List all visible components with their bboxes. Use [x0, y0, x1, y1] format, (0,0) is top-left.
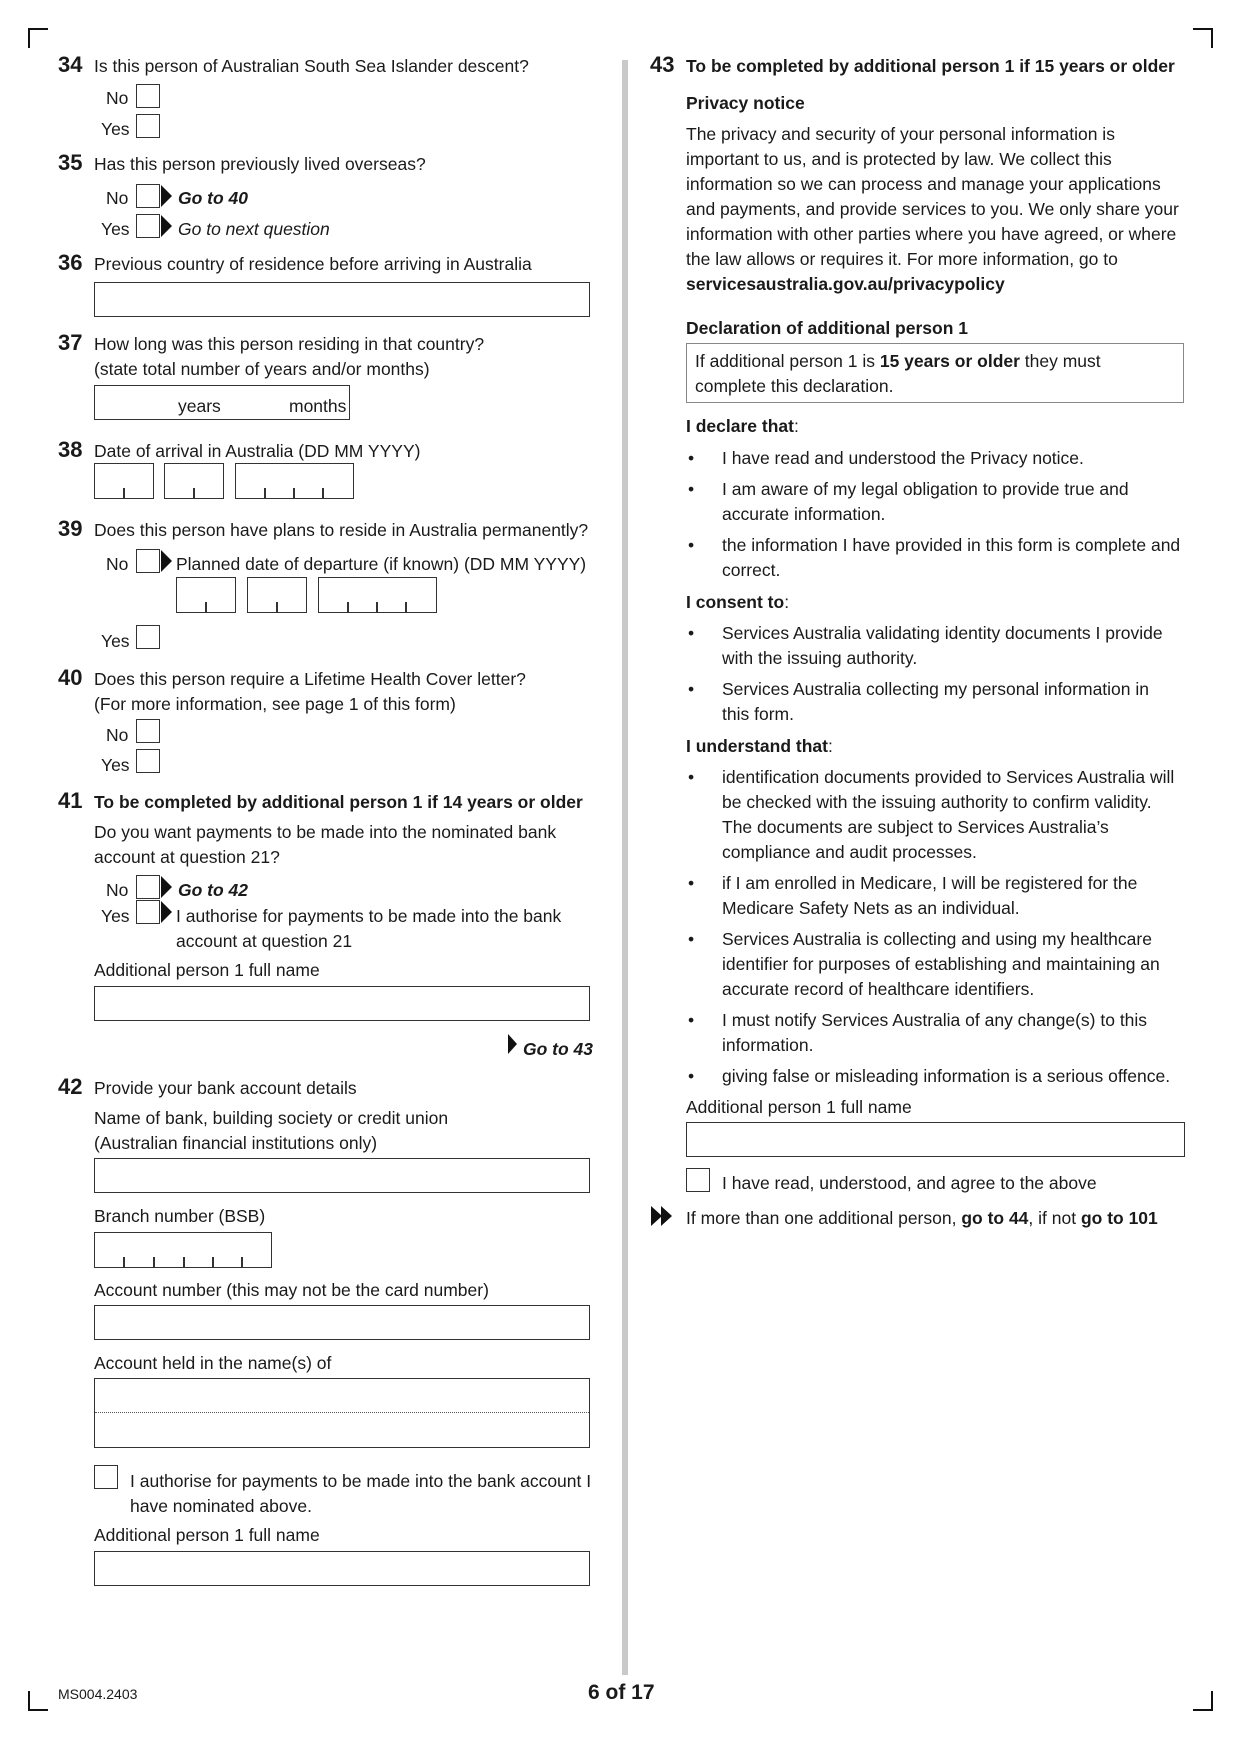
q41-yes-arrow-icon [161, 901, 172, 923]
q41-number: 41 [58, 788, 83, 813]
declaration-box-text-post: they must [1019, 351, 1101, 371]
q41-yes-checkbox[interactable] [136, 900, 160, 924]
bullet-icon: • [688, 929, 695, 949]
understand-item-3: Services Australia is collecting and using my healthcare [722, 929, 1152, 949]
q39-question: Does this person have plans to reside in Australia permanently? [94, 520, 589, 540]
q40-no-label: No [106, 725, 129, 745]
understand-item-5: giving false or misleading information is a serious offence. [722, 1066, 1171, 1086]
q42-authorise-text: I authorise for payments to be made into the bank account I [130, 1471, 592, 1491]
q41-yes-text: I authorise for payments to be made into the bank [176, 906, 562, 926]
bullet-icon: • [688, 767, 695, 787]
q39-departure-label: Planned date of departure (if known) (DD MM YYYY) [176, 554, 587, 574]
privacy-notice-title: Privacy notice [686, 93, 805, 113]
q40-yes-label: Yes [101, 755, 130, 775]
consent-item-2-line2: this form. [722, 704, 794, 724]
q38-month-input[interactable] [164, 463, 224, 499]
q35-number: 35 [58, 150, 83, 175]
declaration-title: Declaration of additional person 1 [686, 318, 968, 338]
final-goto-44: go to 44 [961, 1208, 1029, 1228]
q42-number: 42 [58, 1074, 83, 1099]
understand-item-4: I must notify Services Australia of any change(s) to this [722, 1010, 1148, 1030]
declare-item-1: I have read and understood the Privacy notice. [722, 448, 1084, 468]
crop-mark-br-h [1193, 1709, 1213, 1711]
q42-account-holder-input[interactable] [94, 1378, 590, 1448]
q42-name-label: Additional person 1 full name [94, 1525, 320, 1545]
q35-yes-checkbox[interactable] [136, 214, 160, 238]
privacy-line-1: The privacy and security of your personal information is [686, 124, 1115, 144]
q39-year-input[interactable] [318, 577, 437, 613]
q41-yes-label: Yes [101, 906, 130, 926]
q39-yes-checkbox[interactable] [136, 625, 160, 649]
q35-question: Has this person previously lived overseas? [94, 154, 426, 174]
q42-account-holder-dotted-divider [95, 1412, 589, 1413]
privacy-line-2: important to us, and is protected by law. We collect this [686, 149, 1112, 169]
q43-agree-text: I have read, understood, and agree to the above [722, 1173, 1097, 1193]
understand-item-2-line2: Medicare Safety Nets as an individual. [722, 898, 1020, 918]
consent-item-1-line2: with the issuing authority. [722, 648, 918, 668]
q42-bank-label-note: (Australian financial institutions only) [94, 1133, 378, 1153]
q34-yes-label: Yes [101, 119, 130, 139]
crop-mark-tl-v [28, 28, 30, 48]
understand-item-4-line2: information. [722, 1035, 814, 1055]
privacy-line-3: information so we can process and manage your applications [686, 174, 1161, 194]
q39-no-arrow-icon [161, 550, 172, 572]
q39-no-label: No [106, 554, 129, 574]
crop-mark-bl-h [28, 1709, 48, 1711]
privacy-line-4: and payments, and provide services to you. We only share your [686, 199, 1179, 219]
crop-mark-bl-v [28, 1691, 30, 1711]
declare-item-3-line2: correct. [722, 560, 781, 580]
q42-account-number-label: Account number (this may not be the card number) [94, 1280, 489, 1300]
q42-full-name-input[interactable] [94, 1551, 590, 1586]
q41-goto-arrow-icon [508, 1034, 517, 1054]
bullet-icon: • [688, 479, 695, 499]
declare-item-2: I am aware of my legal obligation to provide true and [722, 479, 1129, 499]
q35-no-arrow-icon [161, 185, 172, 207]
q41-no-checkbox[interactable] [136, 875, 160, 899]
declaration-box-line2: complete this declaration. [695, 376, 894, 396]
q37-number: 37 [58, 330, 83, 355]
privacy-line-5: information with other parties where you have agreed, or where [686, 224, 1177, 244]
understand-item-1: identification documents provided to Services Australia will [722, 767, 1175, 787]
q42-account-number-input[interactable] [94, 1305, 590, 1340]
privacy-line-6: the law allows or requires it. For more information, go to [686, 249, 1118, 269]
final-instruction-mid: , if not [1028, 1208, 1081, 1228]
q41-yes-text-line2: account at question 21 [176, 931, 353, 951]
q37-years-label: years [178, 396, 221, 416]
declare-item-3: the information I have provided in this form is complete and [722, 535, 1181, 555]
q38-number: 38 [58, 437, 83, 462]
crop-mark-br-v [1211, 1691, 1213, 1711]
q34-number: 34 [58, 52, 83, 77]
q41-full-name-input[interactable] [94, 986, 590, 1021]
consent-item-1: Services Australia validating identity documents I provide [722, 623, 1163, 643]
final-goto-101: go to 101 [1080, 1208, 1158, 1228]
q42-authorise-checkbox[interactable] [94, 1465, 118, 1489]
q40-question: Does this person require a Lifetime Health Cover letter? [94, 669, 526, 689]
crop-mark-tr-v [1211, 28, 1213, 48]
q35-goto-40: Go to 40 [178, 188, 249, 208]
crop-mark-tl-h [28, 28, 48, 30]
q37-months-label: months [289, 396, 347, 416]
q39-no-checkbox[interactable] [136, 549, 160, 573]
q42-bank-label: Name of bank, building society or credit union [94, 1108, 449, 1128]
understand-heading-colon: : [827, 736, 833, 756]
q41-goto-43: Go to 43 [523, 1039, 594, 1059]
q41-question-line2: account at question 21? [94, 847, 280, 867]
q42-question: Provide your bank account details [94, 1078, 357, 1098]
declaration-box-age: 15 years or older [879, 351, 1020, 371]
q35-yes-arrow-icon [161, 215, 172, 237]
understand-item-2: if I am enrolled in Medicare, I will be registered for the [722, 873, 1138, 893]
q34-yes-checkbox[interactable] [136, 114, 160, 138]
consent-item-2: Services Australia collecting my personal information in [722, 679, 1149, 699]
q43-agree-checkbox[interactable] [686, 1168, 710, 1192]
bullet-icon: • [688, 1066, 695, 1086]
understand-item-3-line2: identifier for purposes of establishing and maintaining an [722, 954, 1160, 974]
q40-number: 40 [58, 665, 83, 690]
q35-yes-label: Yes [101, 219, 130, 239]
q42-bsb-label: Branch number (BSB) [94, 1206, 266, 1226]
column-divider [622, 60, 628, 1675]
declare-item-2-line2: accurate information. [722, 504, 886, 524]
q42-account-held-label: Account held in the name(s) of [94, 1353, 332, 1373]
q39-month-input[interactable] [247, 577, 307, 613]
bullet-icon: • [688, 448, 695, 468]
q39-number: 39 [58, 516, 83, 541]
q34-question: Is this person of Australian South Sea Islander descent? [94, 56, 529, 76]
q34-no-checkbox[interactable] [136, 84, 160, 108]
final-instruction [686, 1206, 1158, 1231]
q41-name-label: Additional person 1 full name [94, 960, 320, 980]
declaration-info-box [686, 343, 1184, 403]
understand-heading [686, 734, 833, 759]
crop-mark-tr-h [1193, 28, 1213, 30]
q41-goto-42: Go to 42 [178, 880, 249, 900]
form-code: MS004.2403 [58, 1686, 138, 1702]
q41-no-label: No [106, 880, 129, 900]
understand-item-1-line4: compliance and audit processes. [722, 842, 977, 862]
q41-heading: To be completed by additional person 1 if 14 years or older [94, 792, 583, 812]
q35-no-label: No [106, 188, 129, 208]
bullet-icon: • [688, 623, 695, 643]
q37-question-note: (state total number of years and/or months) [94, 359, 430, 379]
q40-question-note: (For more information, see page 1 of this form) [94, 694, 456, 714]
q41-no-arrow-icon [161, 876, 172, 898]
consent-heading-colon: : [784, 592, 790, 612]
q41-question: Do you want payments to be made into the nominated bank [94, 822, 557, 842]
double-arrow-icon [651, 1206, 673, 1226]
privacy-policy-link[interactable]: servicesaustralia.gov.au/privacypolicy [686, 274, 1005, 294]
q36-country-input[interactable] [94, 282, 590, 317]
declare-heading [686, 414, 799, 439]
q35-no-checkbox[interactable] [136, 184, 160, 208]
declare-heading-colon: : [793, 416, 799, 436]
q36-question: Previous country of residence before arriving in Australia [94, 254, 532, 274]
q43-name-label: Additional person 1 full name [686, 1097, 912, 1117]
declare-heading-text: I declare that [686, 416, 794, 436]
q39-day-input[interactable] [176, 577, 236, 613]
consent-heading-text: I consent to [686, 592, 785, 612]
q39-yes-label: Yes [101, 631, 130, 651]
q42-bank-name-input[interactable] [94, 1158, 590, 1193]
q38-question: Date of arrival in Australia (DD MM YYYY) [94, 441, 421, 461]
q42-bsb-input[interactable] [94, 1232, 272, 1268]
q38-day-input[interactable] [94, 463, 154, 499]
q36-number: 36 [58, 250, 83, 275]
q38-year-input[interactable] [235, 463, 354, 499]
bullet-icon: • [688, 873, 695, 893]
final-instruction-pre: If more than one additional person, [686, 1208, 962, 1228]
q42-authorise-text-line2: have nominated above. [130, 1496, 312, 1516]
page-number: 6 of 17 [588, 1681, 655, 1704]
understand-item-1-line2: be checked with the issuing authority to confirm validity. [722, 792, 1152, 812]
q40-no-checkbox[interactable] [136, 719, 160, 743]
understand-item-3-line3: accurate record of healthcare identifiers. [722, 979, 1035, 999]
bullet-icon: • [688, 679, 695, 699]
q35-goto-next: Go to next question [178, 219, 330, 239]
q37-question: How long was this person residing in that country? [94, 334, 485, 354]
q43-number: 43 [650, 52, 675, 77]
q43-full-name-input[interactable] [686, 1122, 1185, 1157]
understand-item-1-line3: The documents are subject to Services Australia’s [722, 817, 1109, 837]
bullet-icon: • [688, 1010, 695, 1030]
consent-heading [686, 590, 789, 615]
q43-heading: To be completed by additional person 1 if 15 years or older [686, 56, 1175, 76]
bullet-icon: • [688, 535, 695, 555]
q34-no-label: No [106, 88, 129, 108]
declaration-box-text-pre: If additional person 1 is [695, 351, 880, 371]
q40-yes-checkbox[interactable] [136, 749, 160, 773]
understand-heading-text: I understand that [686, 736, 828, 756]
